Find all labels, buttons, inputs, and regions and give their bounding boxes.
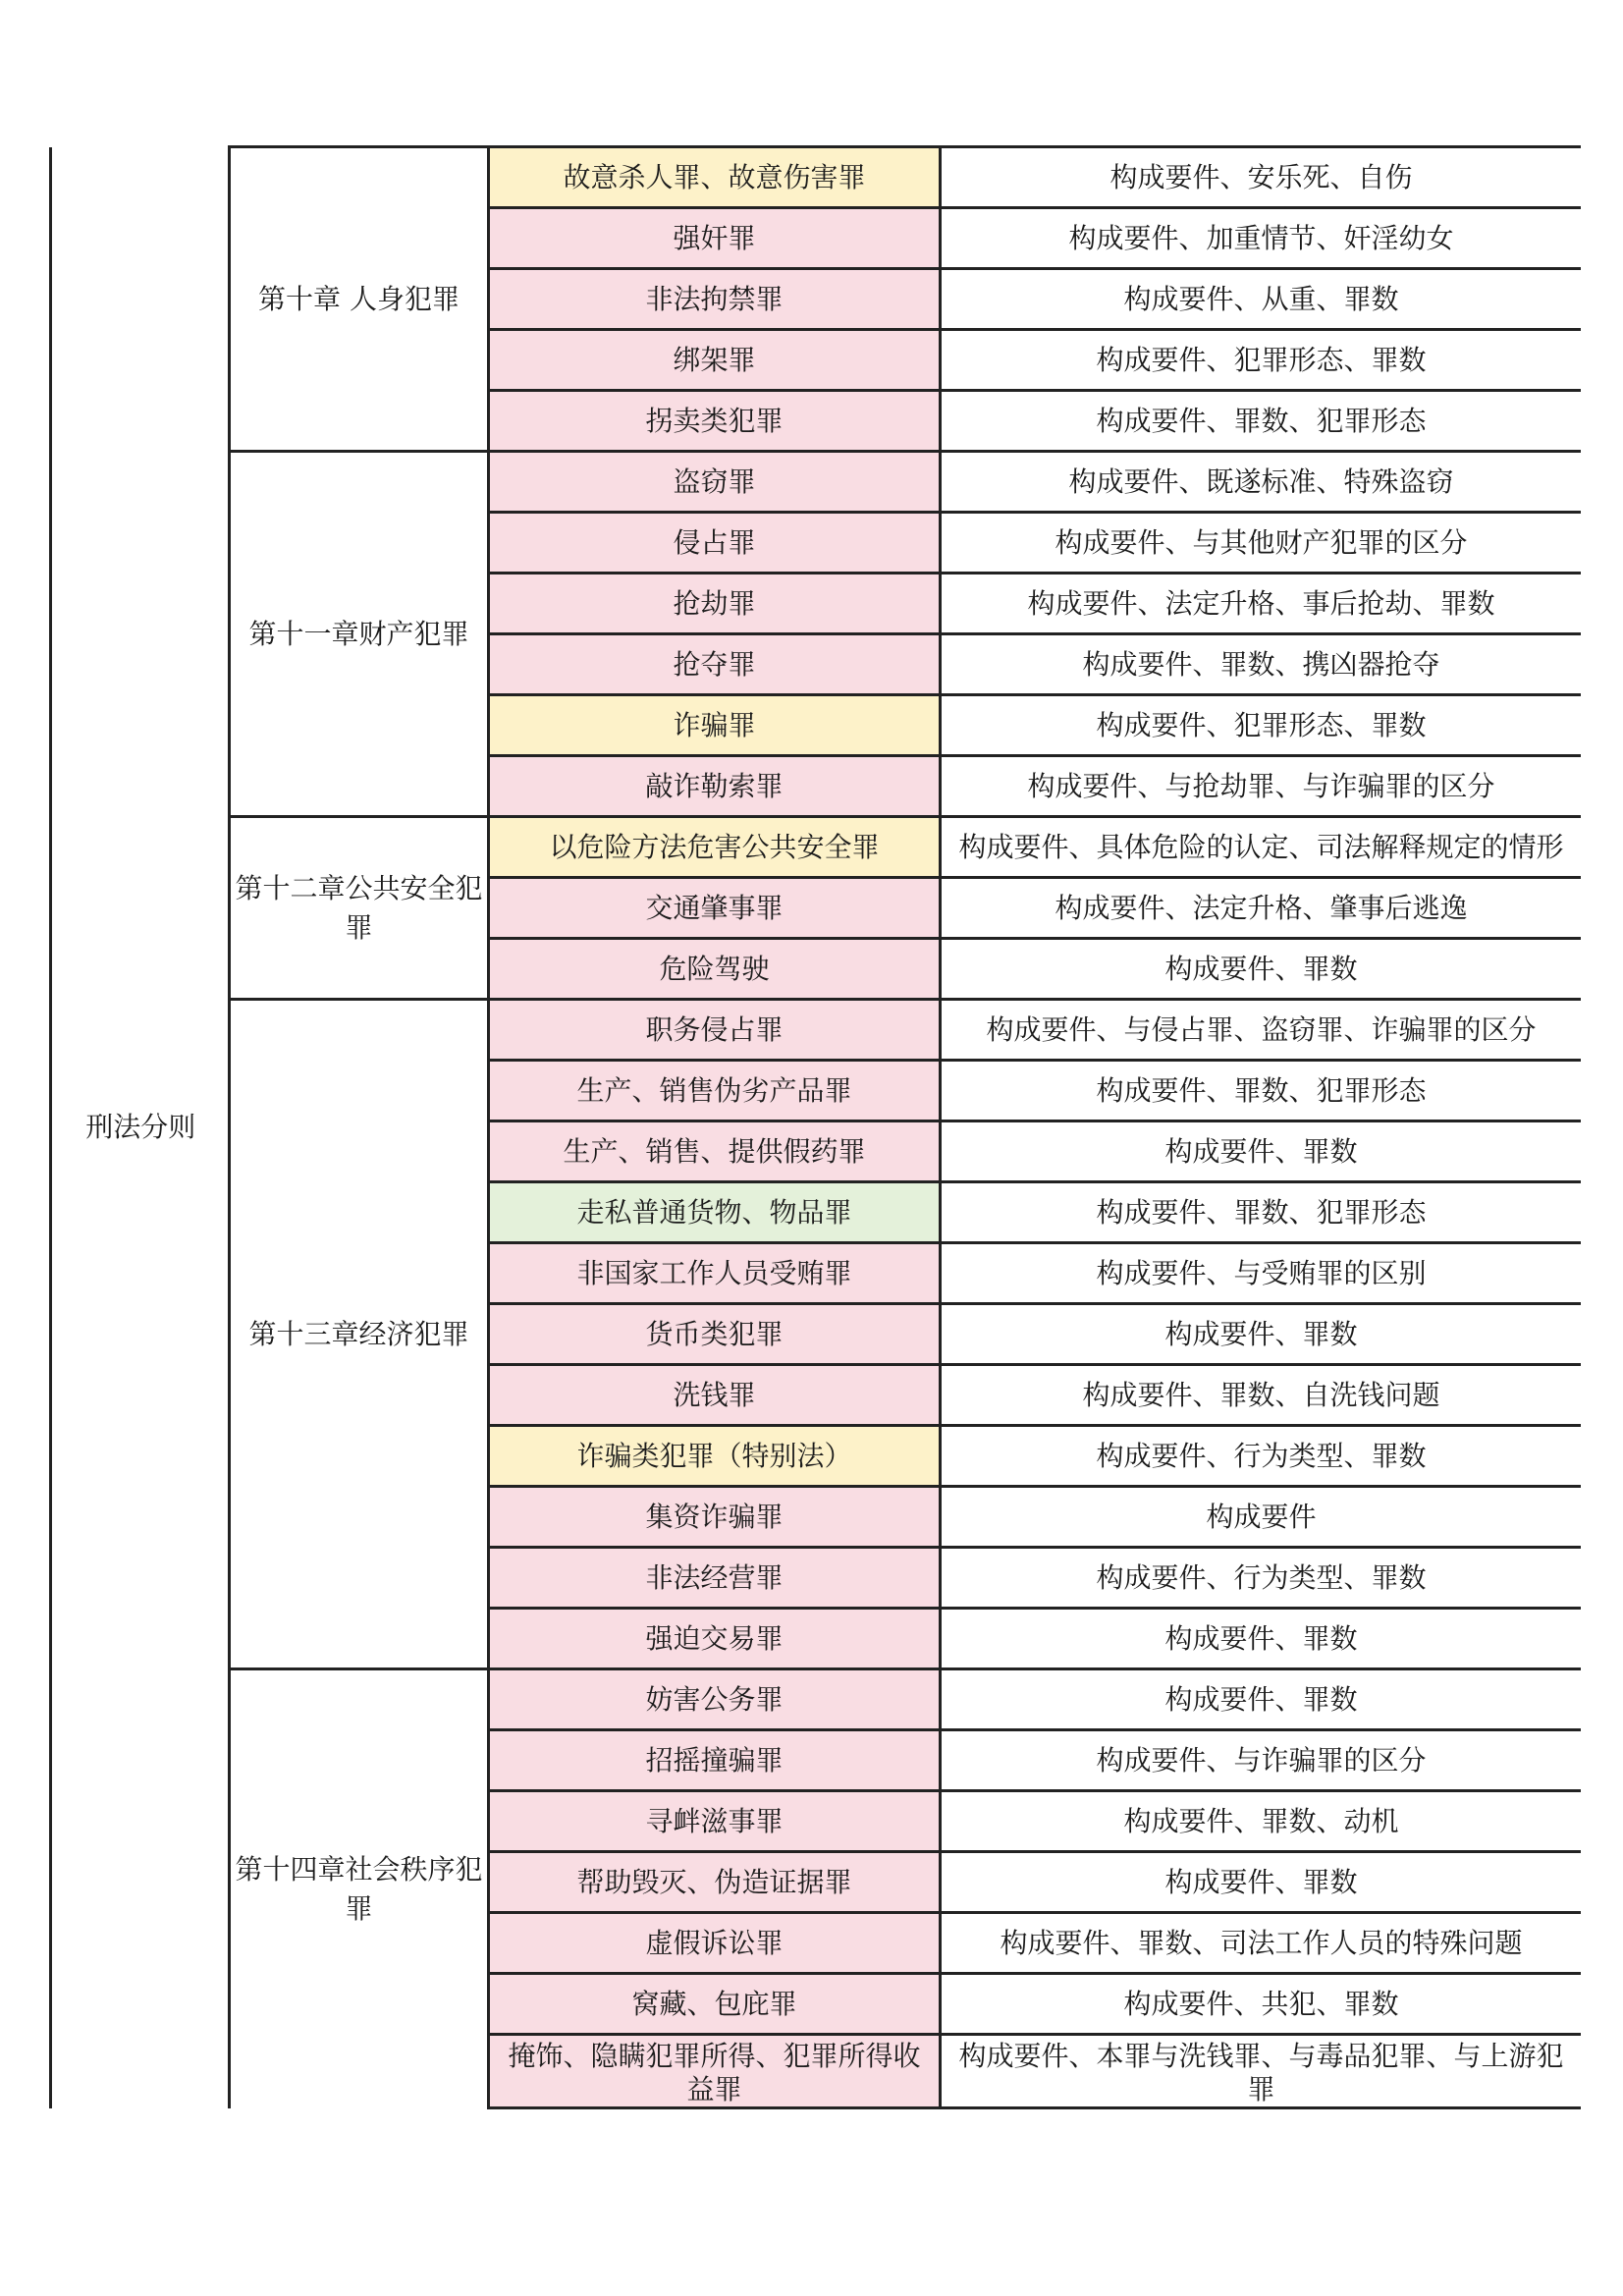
- crime-name-cell: 窝藏、包庇罪: [489, 1974, 941, 2035]
- key-points-cell: 构成要件: [941, 1487, 1582, 1548]
- criminal-law-table-sheet: [49, 145, 1581, 2129]
- key-points-cell: 构成要件、法定升格、事后抢劫、罪数: [941, 574, 1582, 634]
- key-points-cell: 构成要件、犯罪形态、罪数: [941, 695, 1582, 756]
- crime-name-cell: 交通肇事罪: [489, 878, 941, 939]
- key-points-cell: 构成要件、罪数、携凶器抢夺: [941, 634, 1582, 695]
- part-label: 刑法分则: [51, 147, 230, 2108]
- crime-name-cell: 诈骗类犯罪（特别法）: [489, 1426, 941, 1487]
- chapter-title: 第十三章经济犯罪: [230, 1000, 489, 1669]
- crime-name-cell: 故意杀人罪、故意伤害罪: [489, 147, 941, 208]
- key-points-cell: 构成要件、行为类型、罪数: [941, 1548, 1582, 1609]
- key-points-cell: 构成要件、罪数、司法工作人员的特殊问题: [941, 1913, 1582, 1974]
- crime-name-cell: 侵占罪: [489, 513, 941, 574]
- key-points-cell: 构成要件、罪数: [941, 1121, 1582, 1182]
- crime-name-cell: 绑架罪: [489, 330, 941, 391]
- chapter-title: 第十二章公共安全犯罪: [230, 817, 489, 1000]
- crime-name-cell: 强迫交易罪: [489, 1609, 941, 1669]
- key-points-cell: 构成要件、罪数: [941, 939, 1582, 1000]
- crime-name-cell: 抢劫罪: [489, 574, 941, 634]
- crime-name-cell: 盗窃罪: [489, 452, 941, 513]
- crime-name-cell: 危险驾驶: [489, 939, 941, 1000]
- table-row: [51, 147, 1582, 208]
- key-points-cell: 构成要件、加重情节、奸淫幼女: [941, 208, 1582, 269]
- crime-name-cell: 强奸罪: [489, 208, 941, 269]
- key-points-cell: 构成要件、罪数: [941, 1609, 1582, 1669]
- key-points-cell: 构成要件、共犯、罪数: [941, 1974, 1582, 2035]
- crime-name-cell: 走私普通货物、物品罪: [489, 1182, 941, 1243]
- crime-name-cell: 拐卖类犯罪: [489, 391, 941, 452]
- key-points-cell: 构成要件、罪数: [941, 1852, 1582, 1913]
- key-points-cell: 构成要件、法定升格、肇事后逃逸: [941, 878, 1582, 939]
- key-points-cell: 构成要件、行为类型、罪数: [941, 1426, 1582, 1487]
- crime-name-cell: 帮助毁灭、伪造证据罪: [489, 1852, 941, 1913]
- table-row: [51, 1669, 1582, 1730]
- crime-name-cell: 非法拘禁罪: [489, 269, 941, 330]
- key-points-cell: 构成要件、与侵占罪、盗窃罪、诈骗罪的区分: [941, 1000, 1582, 1061]
- key-points-cell: 构成要件、罪数、动机: [941, 1791, 1582, 1852]
- table-row: [51, 452, 1582, 513]
- crime-name-cell: 集资诈骗罪: [489, 1487, 941, 1548]
- crime-name-cell: 抢夺罪: [489, 634, 941, 695]
- key-points-cell: 构成要件、罪数: [941, 1669, 1582, 1730]
- key-points-cell: 构成要件、罪数: [941, 1304, 1582, 1365]
- key-points-cell: 构成要件、从重、罪数: [941, 269, 1582, 330]
- key-points-cell: 构成要件、罪数、犯罪形态: [941, 1061, 1582, 1121]
- crime-name-cell: 以危险方法危害公共安全罪: [489, 817, 941, 878]
- chapter-title: 第十章 人身犯罪: [230, 147, 489, 452]
- key-points-cell: 构成要件、安乐死、自伤: [941, 147, 1582, 208]
- crime-name-cell: 货币类犯罪: [489, 1304, 941, 1365]
- key-points-cell: 构成要件、与抢劫罪、与诈骗罪的区分: [941, 756, 1582, 817]
- key-points-cell: 构成要件、与诈骗罪的区分: [941, 1730, 1582, 1791]
- crime-name-cell: 掩饰、隐瞒犯罪所得、犯罪所得收益罪: [489, 2035, 941, 2108]
- key-points-cell: 构成要件、罪数、犯罪形态: [941, 391, 1582, 452]
- crime-name-cell: 生产、销售伪劣产品罪: [489, 1061, 941, 1121]
- key-points-cell: 构成要件、罪数、自洗钱问题: [941, 1365, 1582, 1426]
- crime-name-cell: 招摇撞骗罪: [489, 1730, 941, 1791]
- crime-name-cell: 生产、销售、提供假药罪: [489, 1121, 941, 1182]
- crime-name-cell: 非国家工作人员受贿罪: [489, 1243, 941, 1304]
- chapter-title: 第十四章社会秩序犯罪: [230, 1669, 489, 2108]
- crime-name-cell: 洗钱罪: [489, 1365, 941, 1426]
- chapter-title: 第十一章财产犯罪: [230, 452, 489, 817]
- key-points-cell: 构成要件、罪数、犯罪形态: [941, 1182, 1582, 1243]
- crime-name-cell: 妨害公务罪: [489, 1669, 941, 1730]
- table-row: [51, 817, 1582, 878]
- key-points-cell: 构成要件、犯罪形态、罪数: [941, 330, 1582, 391]
- crime-name-cell: 诈骗罪: [489, 695, 941, 756]
- criminal-law-table: [49, 145, 1581, 2109]
- key-points-cell: 构成要件、本罪与洗钱罪、与毒品犯罪、与上游犯罪: [941, 2035, 1582, 2108]
- key-points-cell: 构成要件、与受贿罪的区别: [941, 1243, 1582, 1304]
- key-points-cell: 构成要件、具体危险的认定、司法解释规定的情形: [941, 817, 1582, 878]
- crime-name-cell: 敲诈勒索罪: [489, 756, 941, 817]
- table-row: [51, 1000, 1582, 1061]
- crime-name-cell: 职务侵占罪: [489, 1000, 941, 1061]
- key-points-cell: 构成要件、与其他财产犯罪的区分: [941, 513, 1582, 574]
- crime-name-cell: 寻衅滋事罪: [489, 1791, 941, 1852]
- crime-name-cell: 非法经营罪: [489, 1548, 941, 1609]
- key-points-cell: 构成要件、既遂标准、特殊盗窃: [941, 452, 1582, 513]
- crime-name-cell: 虚假诉讼罪: [489, 1913, 941, 1974]
